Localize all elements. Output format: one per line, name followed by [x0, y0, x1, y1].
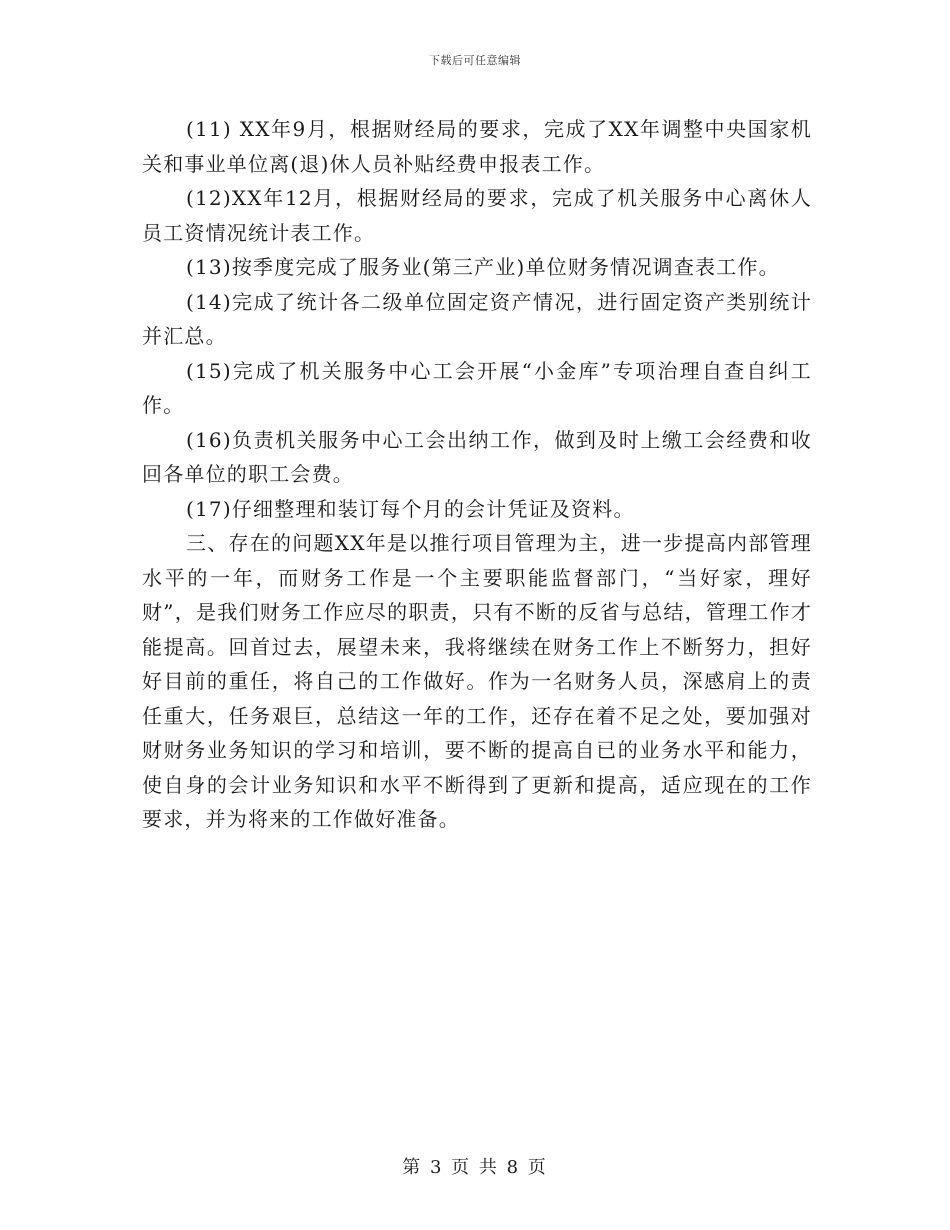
paragraph-item-11: (11) XX年9月，根据财经局的要求，完成了XX年调整中央国家机关和事业单位离(退)休人员补贴经费申报表工作。	[142, 117, 812, 176]
paragraph-section-problems: 三、存在的问题XX年是以推行项目管理为主，进一步提高内部管理水平的一年，而财务工作是一个主要职能监督部门，“当好家，理好财”，是我们财务工作应尽的职责，只有不断的反省与总结，管理工作才能提高。回首过去，展望未来，我将继续在财务工作上不断努力，担好好目前的重任，将自己的工作做好。作为一名财务人员，深感肩上的责任重大，任务艰巨，总结这一年的工作，还存在着不足之处，要加强对财财务业务知识的学习和培训，要不断的提高自已的业务水平和能力，使自身的会计业务知识和水平不断得到了更新和提高，适应现在的工作要求，并为将来的工作做好准备。	[142, 531, 812, 831]
paragraph-item-16: (16)负责机关服务中心工会出纳工作，做到及时上缴工会经费和收回各单位的职工会费。	[142, 427, 812, 486]
page-number-footer: 第 3 页 共 8 页	[402, 1157, 548, 1178]
paragraph-item-12: (12)XX年12月，根据财经局的要求，完成了机关服务中心离休人员工资情况统计表工作。	[142, 186, 812, 245]
paragraph-item-13: (13)按季度完成了服务业(第三产业)单位财务情况调查表工作。	[186, 255, 780, 279]
paragraph-item-17: (17)仔细整理和装订每个月的会计凭证及资料。	[186, 496, 635, 521]
document-body	[142, 112, 812, 837]
paragraph-item-15: (15)完成了机关服务中心工会开展“小金库”专项治理自查自纠工作。	[142, 358, 812, 417]
page-header: 下载后可任意编辑	[429, 54, 521, 67]
paragraph-item-14: (14)完成了统计各二级单位固定资产情况，进行固定资产类别统计并汇总。	[142, 289, 812, 348]
